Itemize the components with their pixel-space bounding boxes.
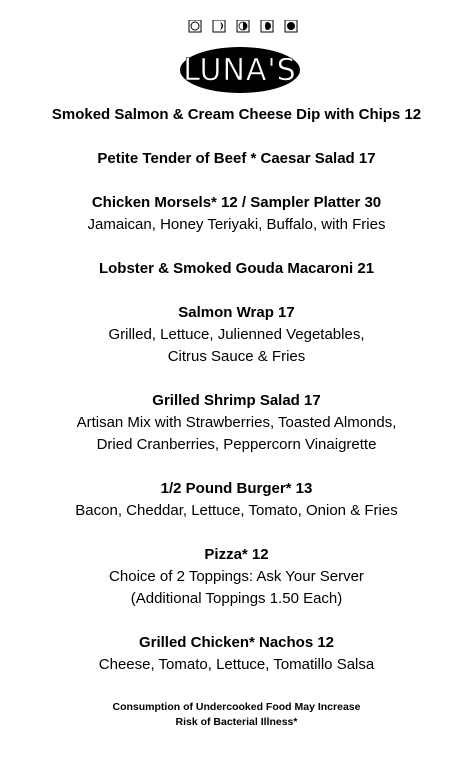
description-line: Jamaican, Honey Teriyaki, Buffalo, with Fries bbox=[87, 216, 386, 233]
menu-item-title: Lobster & Smoked Gouda Macaroni 21 bbox=[98, 260, 375, 277]
description-line: Bacon, Cheddar, Lettuce, Tomato, Onion & Fries bbox=[75, 502, 398, 519]
menu-item-description bbox=[0, 654, 473, 676]
description-line: Dried Cranberries, Peppercorn Vinaigrette bbox=[96, 436, 377, 453]
description-line: Grilled, Lettuce, Julienned Vegetables, bbox=[108, 326, 365, 343]
logo-wordmark: LUNA'S bbox=[183, 53, 297, 88]
menu-item-title: Grilled Chicken* Nachos 12 bbox=[138, 634, 335, 651]
menu-item-title: Grilled Shrimp Salad 17 bbox=[152, 392, 321, 409]
menu-item-description bbox=[0, 214, 473, 236]
description-line: (Additional Toppings 1.50 Each) bbox=[130, 590, 343, 607]
menu-item bbox=[0, 390, 473, 456]
menu-item-title: Petite Tender of Beef * Caesar Salad 17 bbox=[97, 150, 376, 167]
menu-item-description bbox=[0, 324, 473, 368]
menu-item bbox=[0, 258, 473, 280]
menu-item-title: 1/2 Pound Burger* 13 bbox=[160, 480, 313, 497]
menu-item-description bbox=[0, 566, 473, 610]
menu-item bbox=[0, 148, 473, 170]
menu-list bbox=[0, 104, 473, 698]
food-safety-disclaimer bbox=[0, 700, 473, 730]
new-moon-icon bbox=[189, 20, 201, 32]
description-line: Artisan Mix with Strawberries, Toasted Almonds, bbox=[76, 414, 397, 431]
menu-item-description bbox=[0, 500, 473, 522]
moon-phases bbox=[189, 20, 297, 32]
menu-item bbox=[0, 544, 473, 610]
menu-item-title: Pizza* 12 bbox=[204, 546, 269, 563]
disclaimer-line: Consumption of Undercooked Food May Increase bbox=[112, 701, 361, 713]
menu-item bbox=[0, 632, 473, 676]
menu-item bbox=[0, 104, 473, 126]
first-quarter-icon bbox=[237, 20, 249, 32]
menu-item-title: Salmon Wrap 17 bbox=[178, 304, 295, 321]
description-line: Citrus Sauce & Fries bbox=[167, 348, 306, 365]
menu-item-title: Chicken Morsels* 12 / Sampler Platter 30 bbox=[91, 194, 382, 211]
waxing-gibbous-icon bbox=[261, 20, 273, 32]
disclaimer-line: Risk of Bacterial Illness* bbox=[175, 716, 298, 728]
menu-item-description bbox=[0, 412, 473, 456]
menu-item bbox=[0, 478, 473, 522]
description-line: Choice of 2 Toppings: Ask Your Server bbox=[109, 568, 364, 585]
waxing-crescent-icon bbox=[213, 20, 225, 32]
menu-item bbox=[0, 192, 473, 236]
lunas-logo bbox=[178, 20, 302, 100]
full-moon-icon bbox=[285, 20, 297, 32]
menu-item-title: Smoked Salmon & Cream Cheese Dip with Chips 12 bbox=[51, 106, 422, 123]
description-line: Cheese, Tomato, Lettuce, Tomatillo Salsa bbox=[98, 656, 375, 673]
menu-item bbox=[0, 302, 473, 368]
